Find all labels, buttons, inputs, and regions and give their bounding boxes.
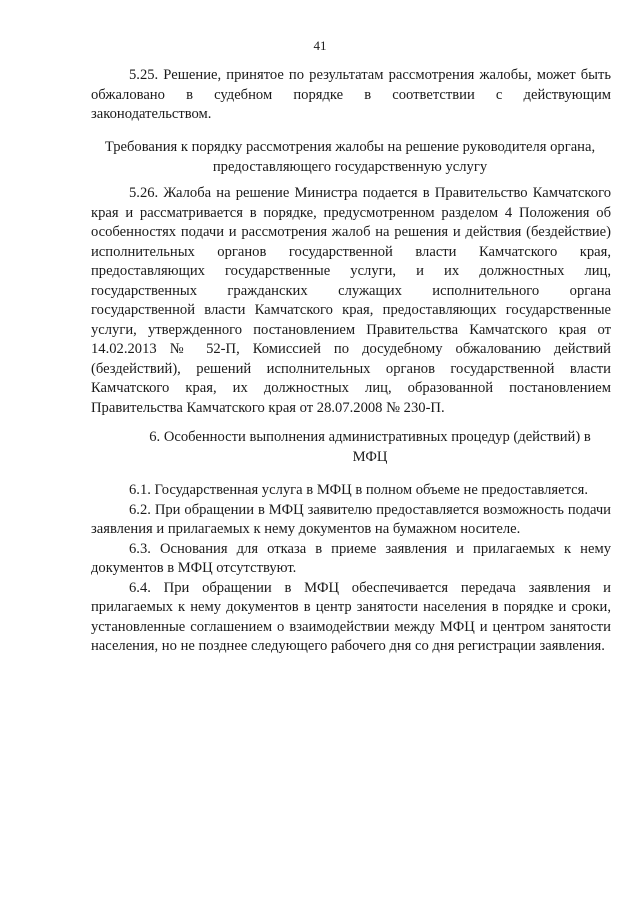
heading-section-6: 6. Особенности выполнения административных процедур (действий) в МФЦ	[149, 429, 591, 465]
paragraph-6-2: 6.2. При обращении в МФЦ заявителю предоставляется возможность подачи заявления и прилагаемых к нему документов на бумажном носителе.	[91, 501, 611, 537]
paragraph-5-26: 5.26. Жалоба на решение Министра подается в Правительство Камчатского края и рассматривается в порядке, предусмотренном разделом 4 Положения об особенностях подачи и рассмотрения жалоб на решения и действия (бездействие) исполнительных органов государственной власти Камчатского края, предоставляющих государственные услуги, и их должностных лиц, государственных гражданских служащих исполнительного органа государственной власти Камчатского края, предоставляющих государственные услуги, утвержденного постановлением Правительства Камчатского края от 14.02.2013 № 52-П, Комиссией по досудебному обжалованию действий (бездействий), решений исполнительных органов государственной власти Камчатского края, их должностных лиц, образованной постановлением Правительства Камчатского края от 28.07.2008 № 230-П.	[91, 185, 611, 416]
paragraph-6-1: 6.1. Государственная услуга в МФЦ в полном объеме не предоставляется.	[129, 482, 588, 498]
heading-complaint-requirements: Требования к порядку рассмотрения жалобы на решение руководителя органа, предоставляющего государственную услугу	[104, 139, 596, 175]
page-number: 41	[313, 38, 327, 53]
paragraph-6-3: 6.3. Основания для отказа в приеме заявления и прилагаемых к нему документов в МФЦ отсутствуют.	[91, 540, 611, 576]
paragraph-6-4: 6.4. При обращении в МФЦ обеспечивается передача заявления и прилагаемых к нему документов в центр занятости населения в порядке и сроки, установленные соглашением о взаимодействии между МФЦ и центром занятости населения, но не позднее следующего рабочего дня со дня регистрации заявления.	[91, 579, 611, 654]
section-6-body	[91, 481, 611, 657]
paragraph-5-25: 5.25. Решение, принятое по результатам рассмотрения жалобы, может быть обжаловано в судебном порядке в соответствии с действующим законодательством.	[91, 67, 611, 122]
